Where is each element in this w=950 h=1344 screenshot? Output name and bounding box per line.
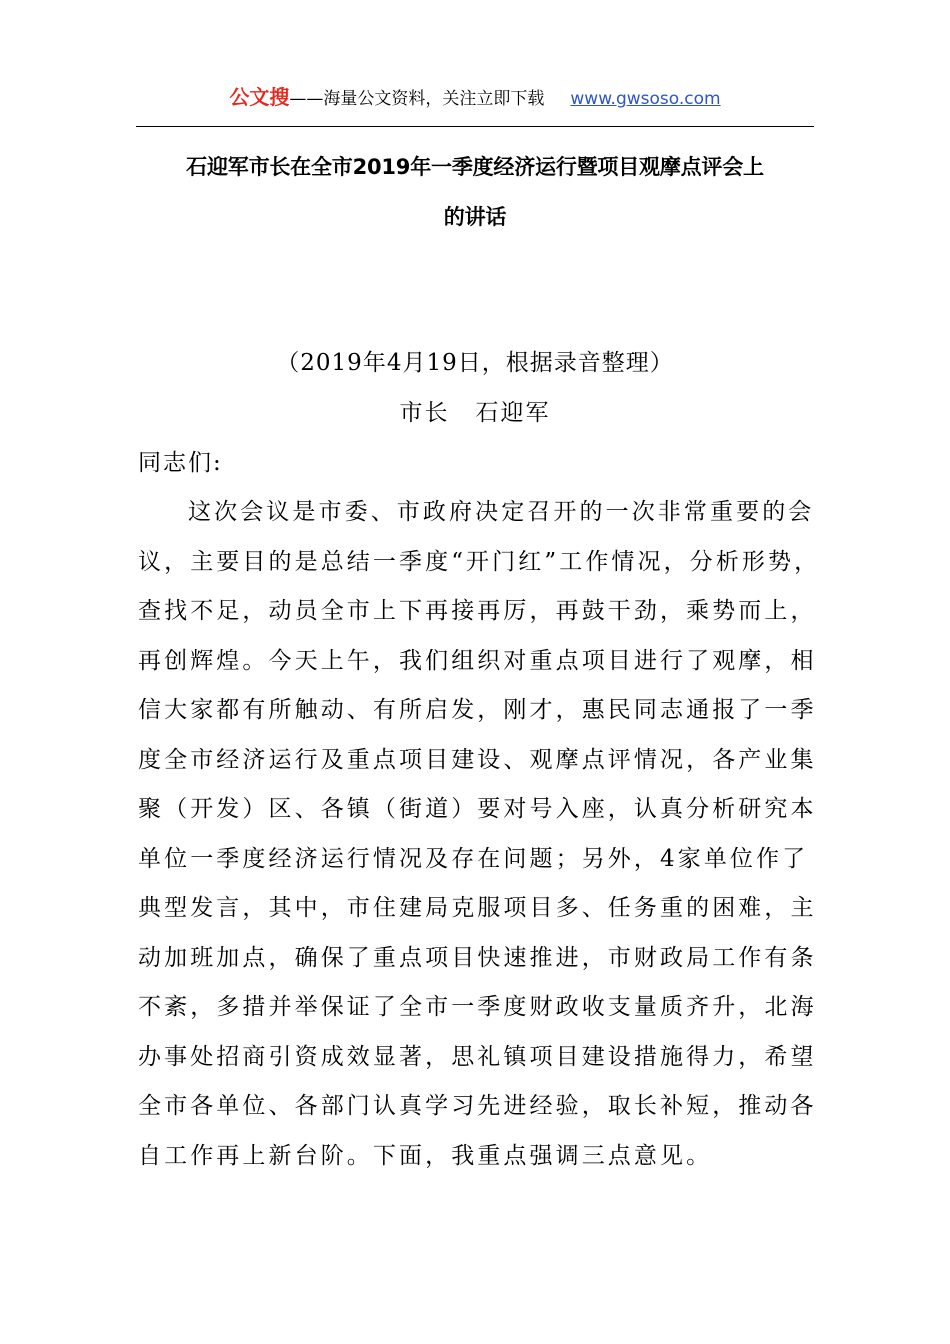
website-link[interactable]: www.gwsoso.com xyxy=(570,89,721,109)
brand-logo-text: 公文搜 xyxy=(229,85,290,109)
paragraph-line: 单位一季度经济运行情况及存在问题；另外，4家单位作了 xyxy=(138,845,809,872)
paragraph-line: 全市各单位、各部门认真学习先进经验，取长补短，推动各 xyxy=(138,1093,817,1119)
speaker-name: 石迎军 xyxy=(475,400,551,426)
paragraph-line: 聚（开发）区、各镇（街道）要对号入座，认真分析研究本 xyxy=(138,796,817,822)
greeting: 同志们: xyxy=(138,450,223,476)
paragraph-line: 这次会议是市委、市政府决定召开的一次非常重要的会 xyxy=(188,499,815,525)
speech-paragraph xyxy=(138,492,828,1185)
document-title xyxy=(120,142,830,242)
paragraph-line: 不紊，多措并举保证了全市一季度财政收支量质齐升，北海 xyxy=(138,994,817,1020)
paragraph-line: 再创辉煌。今天上午，我们组织对重点项目进行了观摩，相 xyxy=(138,647,817,674)
speaker-line xyxy=(136,393,814,433)
page-header xyxy=(136,80,814,114)
paragraph-line: 信大家都有所触动、有所启发，刚才，惠民同志通报了一季 xyxy=(138,697,817,723)
speaker-role: 市长 xyxy=(399,400,450,426)
paragraph-line: 典型发言，其中，市住建局克服项目多、任务重的困难，主 xyxy=(138,895,817,921)
title-line-1: 石迎军市长在全市2019年一季度经济运行暨项目观摩点评会上 xyxy=(186,155,764,179)
paragraph-line: 查找不足，动员全市上下再接再厉，再鼓干劲，乘势而上， xyxy=(138,598,817,624)
paragraph-line: 议，主要目的是总结一季度“开门红”工作情况，分析形势， xyxy=(138,548,821,575)
paragraph-line: 度全市经济运行及重点项目建设、观摩点评情况，各产业集 xyxy=(138,746,817,773)
header-divider xyxy=(136,126,814,127)
dateline: （2019年4月19日，根据录音整理） xyxy=(276,350,674,376)
paragraph-line: 自工作再上新台阶。下面，我重点强调三点意见。 xyxy=(138,1142,713,1169)
header-slogan: ——海量公文资料，关注立即下载 xyxy=(289,89,545,109)
paragraph-line: 动加班加点，确保了重点项目快速推进，市财政局工作有条 xyxy=(138,944,817,971)
title-line-2: 的讲话 xyxy=(443,205,507,229)
paragraph-line: 办事处招商引资成效显著，思礼镇项目建设措施得力，希望 xyxy=(138,1043,817,1070)
